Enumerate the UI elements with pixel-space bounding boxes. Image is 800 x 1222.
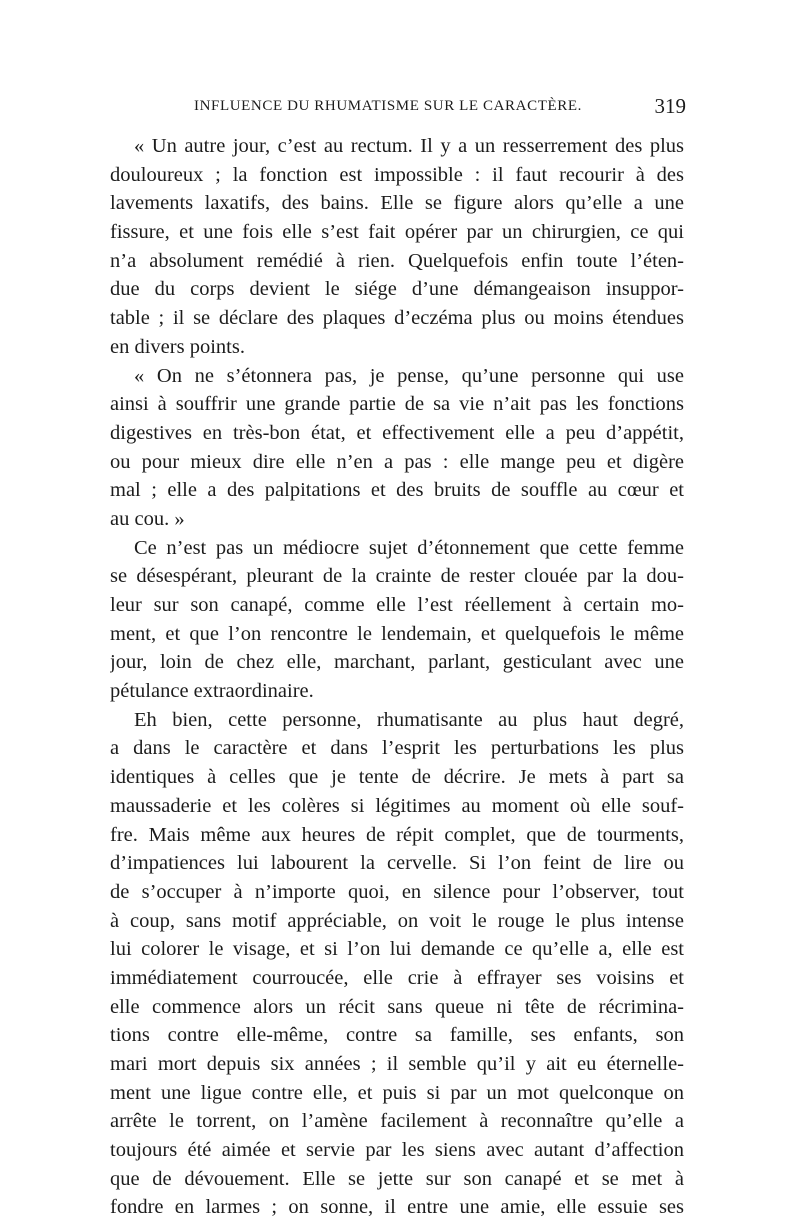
text-line: ment, et que l’on rencontre le lendemain, et quelquefois le même	[110, 622, 684, 645]
text-line: ment une ligue contre elle, et puis si par un mot quelconque on	[110, 1081, 684, 1104]
text-line: en divers points.	[110, 335, 245, 358]
text-line: au cou. »	[110, 507, 185, 530]
text-line: ainsi à souffrir une grande partie de sa vie n’ait pas les fonctions	[110, 393, 684, 416]
text-line: leur sur son canapé, comme elle l’est réellement à certain mo-	[110, 594, 684, 616]
text-line: que de dévouement. Elle se jette sur son canapé et se met à	[110, 1167, 684, 1190]
text-line: de s’occuper à n’importe quoi, en silence pour l’observer, tout	[110, 880, 684, 903]
text-line: lavements laxatifs, des bains. Elle se figure alors qu’elle a une	[110, 192, 684, 215]
running-head	[110, 94, 690, 124]
text-line: « Un autre jour, c’est au rectum. Il y a un resserrement des plus	[134, 135, 684, 157]
text-line: n’a absolument remédié à rien. Quelquefois enfin toute l’éten-	[110, 249, 684, 272]
text-line: ou pour mieux dire elle n’en a pas : elle mange peu et digère	[110, 450, 684, 473]
text-line: a dans le caractère et dans l’esprit les perturbations les plus	[110, 737, 684, 760]
running-title: INFLUENCE DU RHUMATISME SUR LE CARACTÈRE.	[194, 98, 582, 114]
text-line: se désespérant, pleurant de la crainte de rester clouée par la dou-	[110, 565, 684, 588]
text-line: arrête le torrent, on l’amène facilement à reconnaître qu’elle a	[110, 1110, 684, 1133]
text-line: maussaderie et les colères si légitimes au moment où elle souf-	[110, 794, 684, 817]
text-line: lui colorer le visage, et si l’on lui demande ce qu’elle a, elle est	[110, 938, 684, 961]
body-text	[110, 132, 684, 1222]
text-line: douloureux ; la fonction est impossible : il faut recourir à des	[110, 163, 684, 186]
text-line: d’impatiences lui labourent la cervelle. Si l’on feint de lire ou	[110, 852, 684, 875]
text-line: tions contre elle-même, contre sa famille, ses enfants, son	[110, 1024, 684, 1047]
text-line: « On ne s’étonnera pas, je pense, qu’une personne qui use	[134, 364, 684, 387]
text-line: digestives en très-bon état, et effectivement elle a peu d’appétit,	[110, 421, 684, 444]
text-line: mal ; elle a des palpitations et des bruits de souffle au cœur et	[110, 479, 684, 502]
text-line: immédiatement courroucée, elle crie à effrayer ses voisins et	[110, 966, 684, 989]
text-line: identiques à celles que je tente de décrire. Je mets à part sa	[110, 766, 684, 789]
text-line: jour, loin de chez elle, marchant, parlant, gesticulant avec une	[110, 651, 684, 674]
text-line: mari mort depuis six années ; il semble qu’il y ait eu éternelle-	[110, 1053, 684, 1075]
page-number: 319	[654, 94, 686, 118]
text-line: pétulance extraordinaire.	[110, 680, 314, 703]
text-line: fondre en larmes ; on sonne, il entre une amie, elle essuie ses	[110, 1196, 684, 1219]
text-line: à coup, sans motif appréciable, on voit le rouge le plus intense	[110, 909, 684, 932]
text-line: Eh bien, cette personne, rhumatisante au plus haut degré,	[134, 708, 684, 731]
text-line: toujours été aimée et servie par les siens avec autant d’affection	[110, 1139, 684, 1162]
text-line: fre. Mais même aux heures de répit complet, que de tourments,	[110, 823, 684, 846]
text-line: fissure, et une fois elle s’est fait opérer par un chirurgien, ce qui	[110, 221, 684, 244]
text-line: table ; il se déclare des plaques d’eczéma plus ou moins étendues	[110, 307, 684, 330]
text-line: Ce n’est pas un médiocre sujet d’étonnement que cette femme	[134, 536, 684, 559]
text-line: due du corps devient le siége d’une démangeaison insuppor-	[110, 278, 684, 301]
text-line: elle commence alors un récit sans queue ni tête de récrimina-	[110, 995, 684, 1018]
